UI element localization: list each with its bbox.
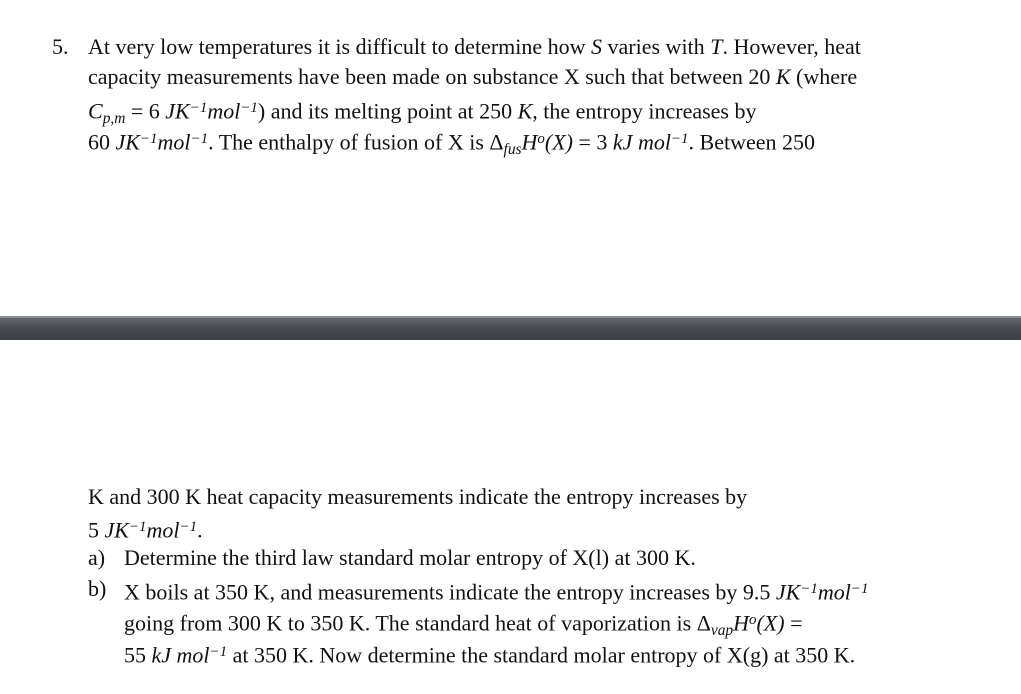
text-segment: 60	[88, 129, 110, 155]
exponent: −1	[128, 519, 147, 535]
exponent: −1	[800, 581, 818, 597]
unit-mol: mol	[176, 642, 210, 668]
part-a-label: a)	[88, 545, 106, 570]
unit-kj: kJ	[612, 129, 633, 155]
text-segment: at 350 K. Now determine the standard molar entropy of X(g) at 350 K.	[232, 642, 856, 668]
vaporization-subscript: vap	[710, 622, 734, 640]
text-segment: .	[197, 517, 203, 543]
text-segment: At very low temperatures it is difficult to determine how	[88, 34, 586, 59]
exponent: −1	[189, 100, 208, 116]
part-b-label: b)	[88, 576, 107, 601]
text-segment: . However, heat	[722, 34, 861, 59]
enthalpy-symbol: H	[521, 129, 538, 155]
exponent: −1	[190, 131, 209, 147]
entropy-symbol: S	[591, 34, 603, 59]
text-segment: X boils at 350 K, and measurements indicate the entropy increases by 9.5	[124, 579, 771, 605]
problem-line-1	[88, 34, 861, 60]
text-segment: = 6	[130, 98, 160, 124]
text-segment: capacity measurements have been made on substance X such that between 20	[88, 64, 771, 89]
text-segment: varies with	[607, 34, 705, 59]
exponent: −1	[209, 644, 228, 660]
problem-number: 5.	[52, 34, 69, 59]
problem-line-4	[88, 126, 815, 163]
exponent: −1	[240, 100, 258, 116]
text-segment: 5	[88, 517, 99, 543]
unit-kj: kJ	[151, 642, 172, 668]
text-segment: ) and its melting point at 250	[257, 98, 513, 124]
enthalpy-symbol: H	[733, 610, 749, 636]
text-segment: K and 300 K heat capacity measurements indicate the entropy increases by	[88, 484, 748, 509]
text-segment: going from 300 K to 350 K. The standard heat of vaporization is	[124, 610, 692, 636]
heat-capacity-subscript: p,m	[102, 110, 126, 128]
kelvin-symbol: K	[517, 98, 533, 124]
exponent: −1	[670, 131, 689, 147]
unit-mol: mol	[637, 129, 671, 155]
problem-line-2	[88, 64, 857, 90]
text-segment: =	[790, 610, 803, 636]
standard-state-symbol: o	[748, 612, 757, 628]
fusion-subscript: fus	[503, 141, 522, 159]
part-b-line-3	[124, 639, 855, 669]
substance-symbol: (X)	[756, 610, 785, 636]
standard-state-symbol: o	[537, 131, 545, 147]
problem-line-6	[88, 514, 203, 544]
problem-line-5	[88, 484, 747, 510]
heat-capacity-symbol: C	[88, 98, 103, 124]
unit-mol: mol	[146, 517, 180, 543]
temperature-symbol: T	[710, 34, 723, 59]
page-divider-bar	[0, 316, 1021, 340]
text-segment: 55	[124, 642, 146, 668]
unit-mol: mol	[157, 129, 191, 155]
unit-mol: mol	[817, 579, 851, 605]
page-divider-highlight	[0, 316, 1021, 318]
exponent: −1	[179, 519, 198, 535]
kelvin-symbol: K	[775, 64, 791, 89]
part-a-text: Determine the third law standard molar entropy of X(l) at 300 K.	[124, 545, 696, 570]
text-segment: . The enthalpy of fusion of X is	[208, 129, 484, 155]
part-b-line-1	[124, 576, 869, 606]
exponent: −1	[850, 581, 869, 597]
unit-jk: JK	[115, 129, 140, 155]
text-segment: = 3	[578, 129, 608, 155]
exponent: −1	[139, 131, 158, 147]
delta-symbol: Δ	[696, 610, 711, 636]
unit-mol: mol	[207, 98, 241, 124]
text-segment: . Between 250	[688, 129, 815, 155]
unit-jk: JK	[775, 579, 801, 605]
substance-symbol: (X)	[544, 129, 573, 155]
text-segment: (where	[796, 64, 858, 89]
text-segment: , the entropy increases by	[532, 98, 757, 124]
delta-symbol: Δ	[489, 129, 504, 155]
unit-jk: JK	[104, 517, 129, 543]
unit-jk: JK	[165, 98, 190, 124]
